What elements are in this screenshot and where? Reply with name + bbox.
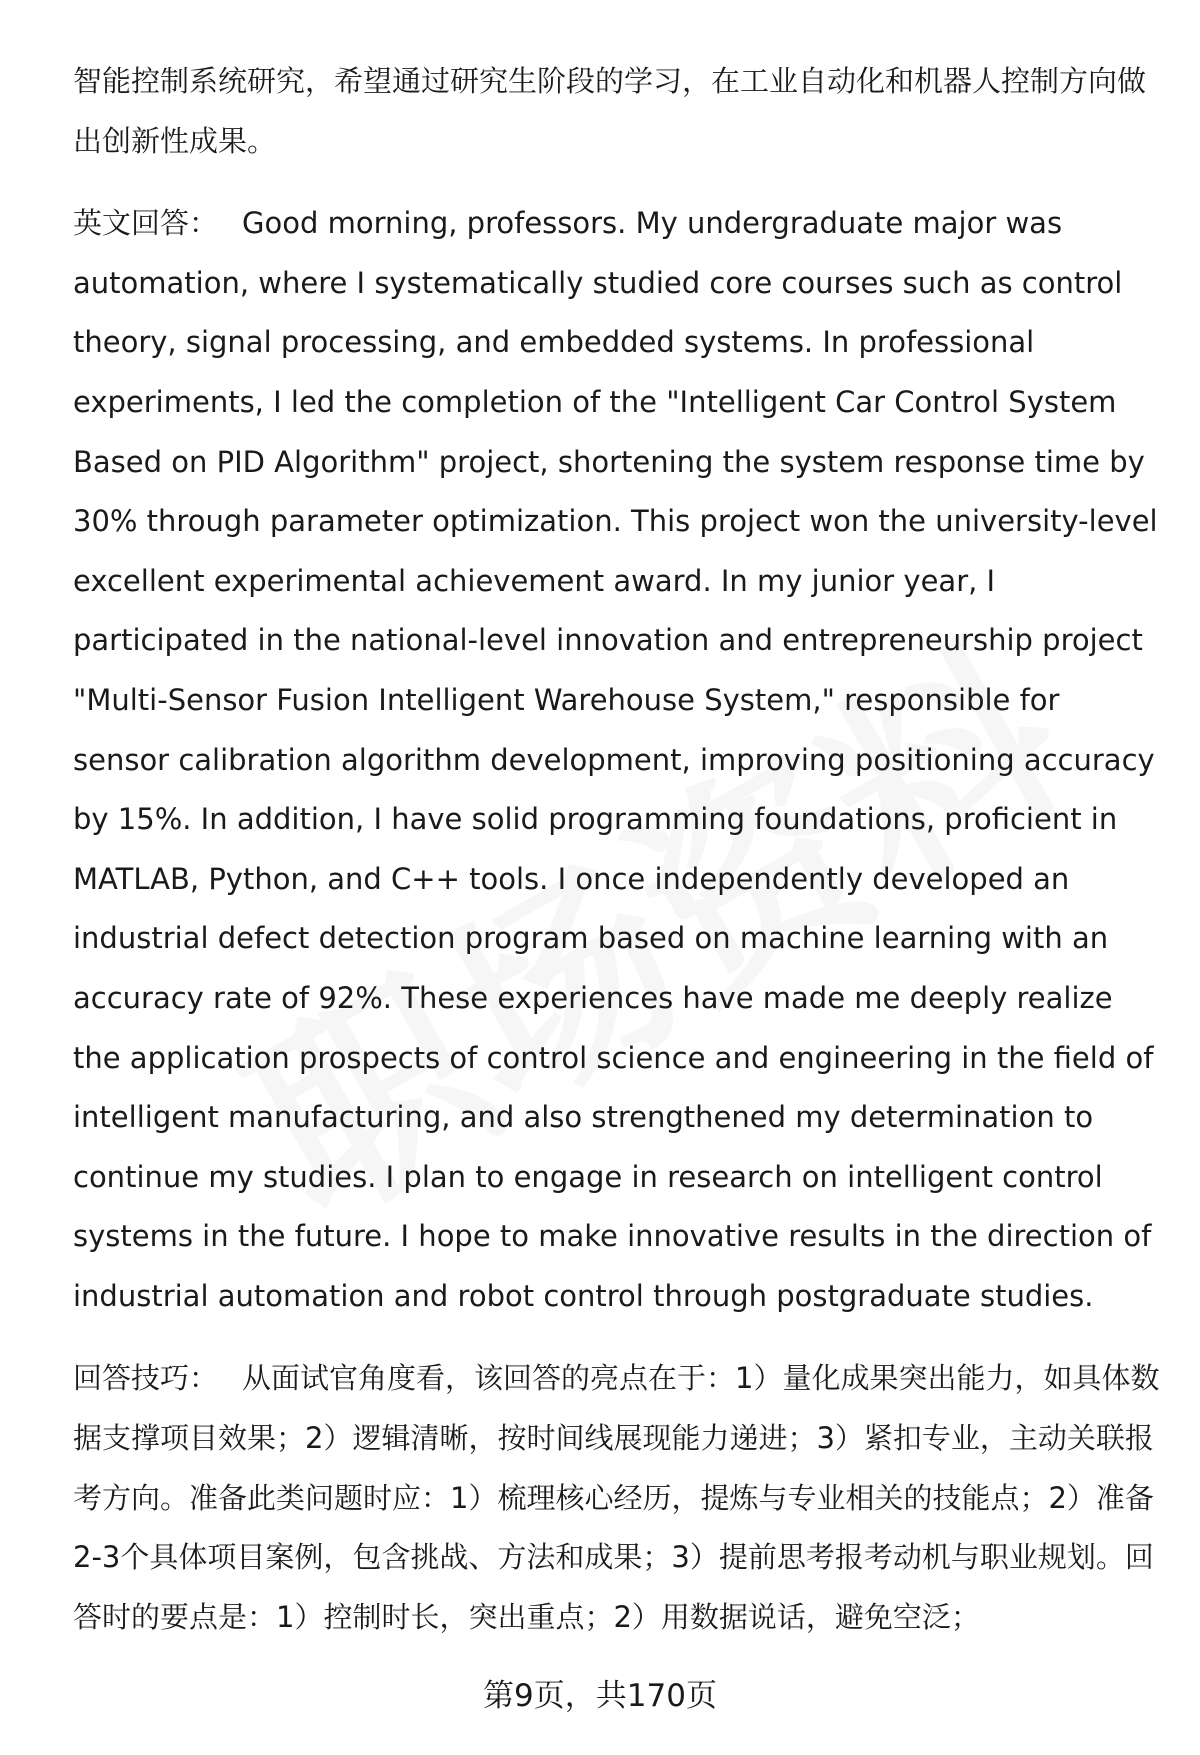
english-answer-label: 英文回答： — [73, 206, 219, 241]
tips-text: 从面试官角度看，该回答的亮点在于：1）量化成果突出能力，如具体数据支撑项目效果；2）逻辑清晰，按时间线展现能力递进；3）紧扣专业，主动关联报考方向。准备此类问题时应：1）梳理核心经历，提炼与专业相关的技能点；2）准备2-3个具体项目案例，包含挑战、方法和成果；3）提前思考报考动机与职业规划。回答时的要点是：1）控制时长，突出重点；2）用数据说话，避免空泛； — [73, 1361, 1160, 1634]
tips-label: 回答技巧： — [73, 1361, 219, 1396]
english-answer-text: Good morning, professors. My undergraduate major was automation, where I systematically studied core courses such as control theory, signal processing, and embedded systems. In professional experiments, I led the completion of the "Intelligent Car Control System Based on PID Algorithm" project, shortening the system response time by 30% through parameter optimization. This project won the university-level excellent experimental achievement award. In my junior year, I participated in the national-level innovation and entrepreneurship project "Multi-Sensor Fusion Intelligent Warehouse System," responsible for sensor calibration algorithm development, improving positioning accuracy by 15%. In addition, I have solid programming foundations, proficient in MATLAB, Python, and C++ tools. I once independently developed an industrial defect detection program based on machine learning with an accuracy rate of 92%. These experiences have made me deeply realize the application prospects of control science and engineering in the field of intelligent manufacturing, and also strengthened my determination to continue my studies. I plan to engage in research on intelligent control systems in the future. I hope to make innovative results in the direction of industrial automation and robot control through postgraduate studies. — [73, 206, 1158, 1313]
paragraph-english-answer — [73, 194, 1163, 1326]
paragraph-answer-tips — [73, 1349, 1163, 1647]
document-body — [73, 52, 1163, 1647]
paragraph-chinese-intro-tail: 智能控制系统研究，希望通过研究生阶段的学习，在工业自动化和机器人控制方向做出创新性成果。 — [73, 64, 1147, 158]
page-number-footer: 第9页，共170页 — [483, 1678, 717, 1714]
